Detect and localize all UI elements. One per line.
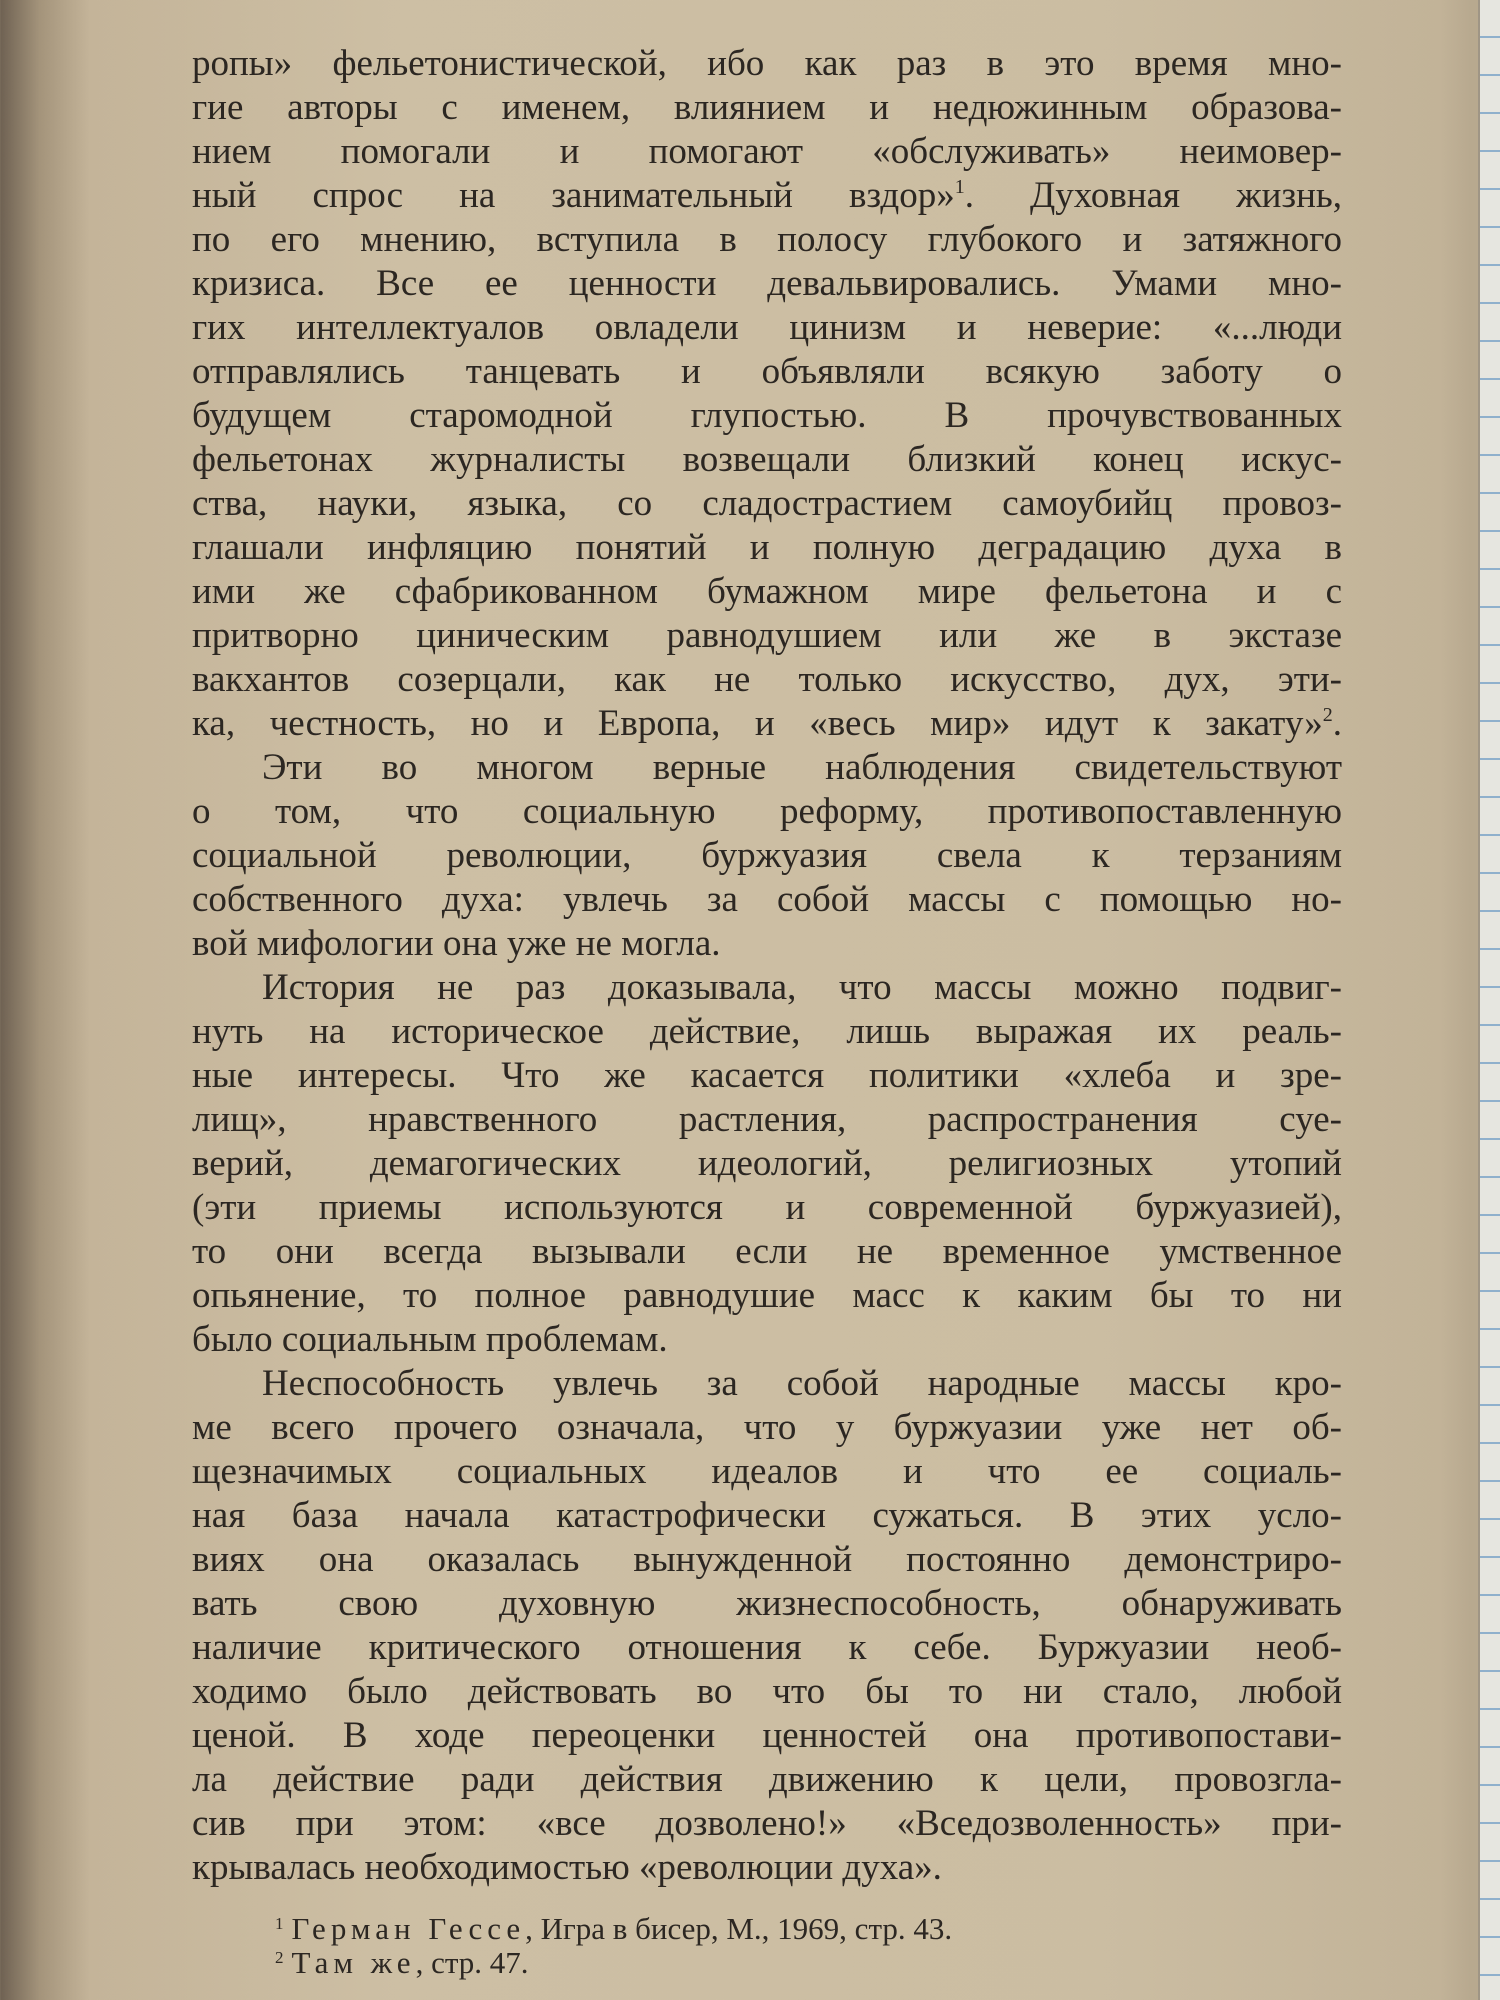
line-text: социальной революции, буржуазия свела к терзаниям	[192, 835, 1342, 876]
footnote-ref: 1	[954, 176, 965, 198]
line-text: (эти приемы используются и современной буржуазией),	[192, 1187, 1342, 1228]
text-line	[192, 1538, 1342, 1582]
line-text: ла действие ради действия движению к цели, провозгла-	[192, 1759, 1342, 1800]
text-line	[192, 1274, 1342, 1318]
line-text: .	[1332, 703, 1342, 744]
text-line	[192, 438, 1342, 482]
text-line	[192, 1450, 1342, 1494]
text-line	[192, 262, 1342, 306]
text-line	[192, 570, 1342, 614]
line-text: гие авторы с именем, влиянием и недюжинным образова-	[192, 87, 1342, 128]
footnote-mark: 1	[275, 1914, 284, 1933]
text-line	[192, 1846, 1342, 1890]
line-text: опьянение, то полное равнодушие масс к каким бы то ни	[192, 1275, 1342, 1316]
line-text: ценой. В ходе переоценки ценностей она противопостави-	[192, 1715, 1342, 1756]
line-text: притворно циническим равнодушием или же в экстазе	[192, 615, 1342, 656]
line-text: ные интересы. Что же касается политики «хлеба и зре-	[192, 1055, 1342, 1096]
text-line	[192, 746, 1342, 790]
line-text: ходимо было действовать во что бы то ни стало, любой	[192, 1671, 1342, 1712]
line-text: гих интеллектуалов овладели цинизм и неверие: «...люди	[192, 307, 1342, 348]
line-text: вать свою духовную жизнеспособность, обнаруживать	[192, 1583, 1342, 1624]
text-line	[192, 482, 1342, 526]
footnote-text: , Игра в бисер, М., 1969, стр. 43.	[525, 1911, 953, 1946]
footnote-author: Герман Гессе	[291, 1911, 526, 1946]
text-line	[192, 350, 1342, 394]
line-text: о том, что социальную реформу, противопоставленную	[192, 791, 1342, 832]
paragraph	[192, 1362, 1342, 1890]
line-text: нуть на историческое действие, лишь выражая их реаль-	[192, 1011, 1342, 1052]
text-line	[192, 790, 1342, 834]
text-line	[192, 702, 1342, 746]
line-text: наличие критического отношения к себе. Буржуазии необ-	[192, 1627, 1342, 1668]
text-line	[192, 526, 1342, 570]
line-text: ная база начала катастрофически сужаться. В этих усло-	[192, 1495, 1342, 1536]
text-line	[192, 658, 1342, 702]
text-line	[192, 42, 1342, 86]
text-line	[192, 1406, 1342, 1450]
line-text: будущем старомодной глупостью. В прочувствованных	[192, 395, 1342, 436]
paragraph	[192, 966, 1342, 1362]
line-text: вой мифологии она уже не могла.	[192, 923, 721, 964]
line-text: щезначимых социальных идеалов и что ее социаль-	[192, 1451, 1342, 1492]
page-body-text	[192, 42, 1342, 1890]
text-line	[192, 174, 1342, 218]
line-text: ка, честность, но и Европа, и «весь мир» идут к закату»	[192, 703, 1323, 744]
footnote-mark: 2	[275, 1948, 284, 1967]
line-text: отправлялись танцевать и объявляли всякую заботу о	[192, 351, 1342, 392]
line-text: вакхантов созерцали, как не только искусство, дух, эти-	[192, 659, 1342, 700]
line-text: собственного духа: увлечь за собой массы с помощью но-	[192, 879, 1342, 920]
text-line	[192, 1010, 1342, 1054]
text-line	[192, 878, 1342, 922]
line-text: Эти во многом верные наблюдения свидетельствуют	[262, 747, 1342, 788]
text-line	[192, 1802, 1342, 1846]
line-text: ими же сфабрикованном бумажном мире фельетона и с	[192, 571, 1342, 612]
text-line	[192, 1054, 1342, 1098]
line-text: лищ», нравственного растления, распространения суе-	[192, 1099, 1342, 1140]
text-line	[192, 218, 1342, 262]
line-text: фельетонах журналисты возвещали близкий конец искус-	[192, 439, 1342, 480]
text-line	[192, 1142, 1342, 1186]
line-text: ства, науки, языка, со сладострастием самоубийц провоз-	[192, 483, 1342, 524]
line-text: то они всегда вызывали если не временное умственное	[192, 1231, 1342, 1272]
text-line	[192, 1318, 1342, 1362]
footnote	[275, 1912, 952, 1946]
text-line	[192, 834, 1342, 878]
footnote	[275, 1946, 952, 1980]
line-text: глашали инфляцию понятий и полную деградацию духа в	[192, 527, 1342, 568]
text-line	[192, 966, 1342, 1010]
line-text: сив при этом: «все дозволено!» «Вседозволенность» при-	[192, 1803, 1342, 1844]
text-line	[192, 1670, 1342, 1714]
notebook-edge	[1478, 0, 1500, 2000]
text-line	[192, 1186, 1342, 1230]
text-line	[192, 394, 1342, 438]
text-line	[192, 86, 1342, 130]
text-line	[192, 614, 1342, 658]
line-text: виях она оказалась вынужденной постоянно демонстриро-	[192, 1539, 1342, 1580]
paragraph	[192, 746, 1342, 966]
text-line	[192, 1098, 1342, 1142]
text-line	[192, 306, 1342, 350]
text-line	[192, 1714, 1342, 1758]
text-line	[192, 1758, 1342, 1802]
footnotes	[275, 1912, 952, 1980]
line-text: ме всего прочего означала, что у буржуазии уже нет об-	[192, 1407, 1342, 1448]
line-text: Неспособность увлечь за собой народные массы кро-	[262, 1363, 1342, 1404]
line-text: ропы» фельетонистической, ибо как раз в это время мно-	[192, 43, 1342, 84]
text-line	[192, 1582, 1342, 1626]
text-line	[192, 1494, 1342, 1538]
footnote-author: Там же	[291, 1945, 416, 1980]
line-text: нием помогали и помогают «обслуживать» неимовер-	[192, 131, 1342, 172]
line-text: по его мнению, вступила в полосу глубокого и затяжного	[192, 219, 1342, 260]
line-text: . Духовная жизнь,	[964, 175, 1342, 216]
line-text: верий, демагогических идеологий, религиозных утопий	[192, 1143, 1342, 1184]
footnote-text: , стр. 47.	[415, 1945, 529, 1980]
line-text: История не раз доказывала, что массы можно подвиг-	[262, 967, 1342, 1008]
line-text: было социальным проблемам.	[192, 1319, 668, 1360]
paragraph	[192, 42, 1342, 746]
text-line	[192, 130, 1342, 174]
text-line	[192, 1626, 1342, 1670]
line-text: ный спрос на занимательный вздор»	[192, 175, 955, 216]
text-line	[192, 1362, 1342, 1406]
footnote-ref: 2	[1322, 704, 1333, 726]
line-text: крывалась необходимостью «революции духа».	[192, 1847, 942, 1888]
text-line	[192, 1230, 1342, 1274]
line-text: кризиса. Все ее ценности девальвировались. Умами мно-	[192, 263, 1342, 304]
text-line	[192, 922, 1342, 966]
